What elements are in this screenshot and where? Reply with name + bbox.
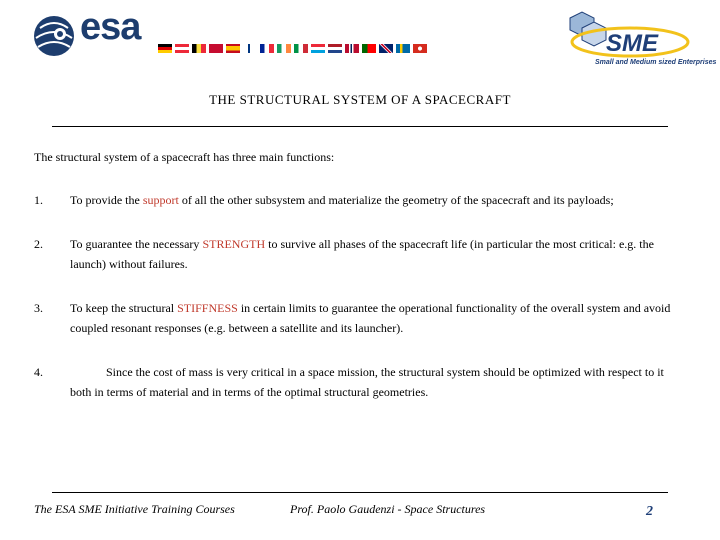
title-divider xyxy=(52,126,668,127)
item-text-part: Since the cost of mass is very critical in a space mission, the structural system should be optimized with respect to it both in terms of material and in terms of the optimal structural geometries. xyxy=(70,365,664,399)
sme-logo-subtitle: Small and Medium sized Enterprises xyxy=(595,59,717,66)
flag-icon xyxy=(294,44,308,53)
esa-logo-text: esa xyxy=(80,6,141,48)
item-highlight: STRENGTH xyxy=(202,237,266,251)
flag-icon xyxy=(192,44,206,53)
item-text-part: To provide the xyxy=(70,193,143,207)
flag-icon xyxy=(345,44,359,53)
flag-icon xyxy=(260,44,274,53)
flag-icon xyxy=(311,44,325,53)
flag-icon xyxy=(209,44,223,53)
item-highlight: support xyxy=(142,193,179,207)
item-text-part: of all the other subsystem and materialize the geometry of the spacecraft and its payloads; xyxy=(178,193,614,207)
page-title: THE STRUCTURAL SYSTEM OF A SPACECRAFT xyxy=(209,92,511,107)
flag-icon xyxy=(362,44,376,53)
page-number: 2 xyxy=(646,504,653,519)
flag-icon xyxy=(379,44,393,53)
item-number: 4. xyxy=(34,365,43,379)
item-highlight: STIFFNESS xyxy=(177,301,238,315)
item-text-part: To guarantee the necessary xyxy=(70,237,203,251)
flag-icon xyxy=(243,44,257,53)
item-text xyxy=(70,234,682,274)
footer-course: The ESA SME Initiative Training Courses xyxy=(34,502,235,516)
item-text-part: To keep the structural xyxy=(70,301,178,315)
item-text xyxy=(70,362,682,402)
flag-icon xyxy=(277,44,291,53)
footer-divider xyxy=(52,492,668,493)
item-number: 2. xyxy=(34,237,43,251)
item-text xyxy=(70,298,682,338)
item-text-part: in certain limits to guarantee the operational functionality of the overall system and avoid coupled resonant responses (e.g. between a satellite and its launcher). xyxy=(70,301,671,335)
item-text xyxy=(70,190,682,210)
flag-icon xyxy=(175,44,189,53)
member-flags xyxy=(158,44,427,53)
flag-icon xyxy=(413,44,427,53)
sme-logo-text: SME xyxy=(606,30,659,57)
flag-icon xyxy=(396,44,410,53)
item-text-part: to survive all phases of the spacecraft life (in particular the most critical: e.g. the launch) without failures. xyxy=(70,237,654,271)
item-number: 1. xyxy=(34,193,43,207)
flag-icon xyxy=(328,44,342,53)
intro-text: The structural system of a spacecraft has three main functions: xyxy=(34,150,335,164)
flag-icon xyxy=(226,44,240,53)
flag-icon xyxy=(158,44,172,53)
esa-globe-icon xyxy=(34,16,74,56)
item-number: 3. xyxy=(34,301,43,315)
footer-author: Prof. Paolo Gaudenzi - Space Structures xyxy=(290,502,486,516)
